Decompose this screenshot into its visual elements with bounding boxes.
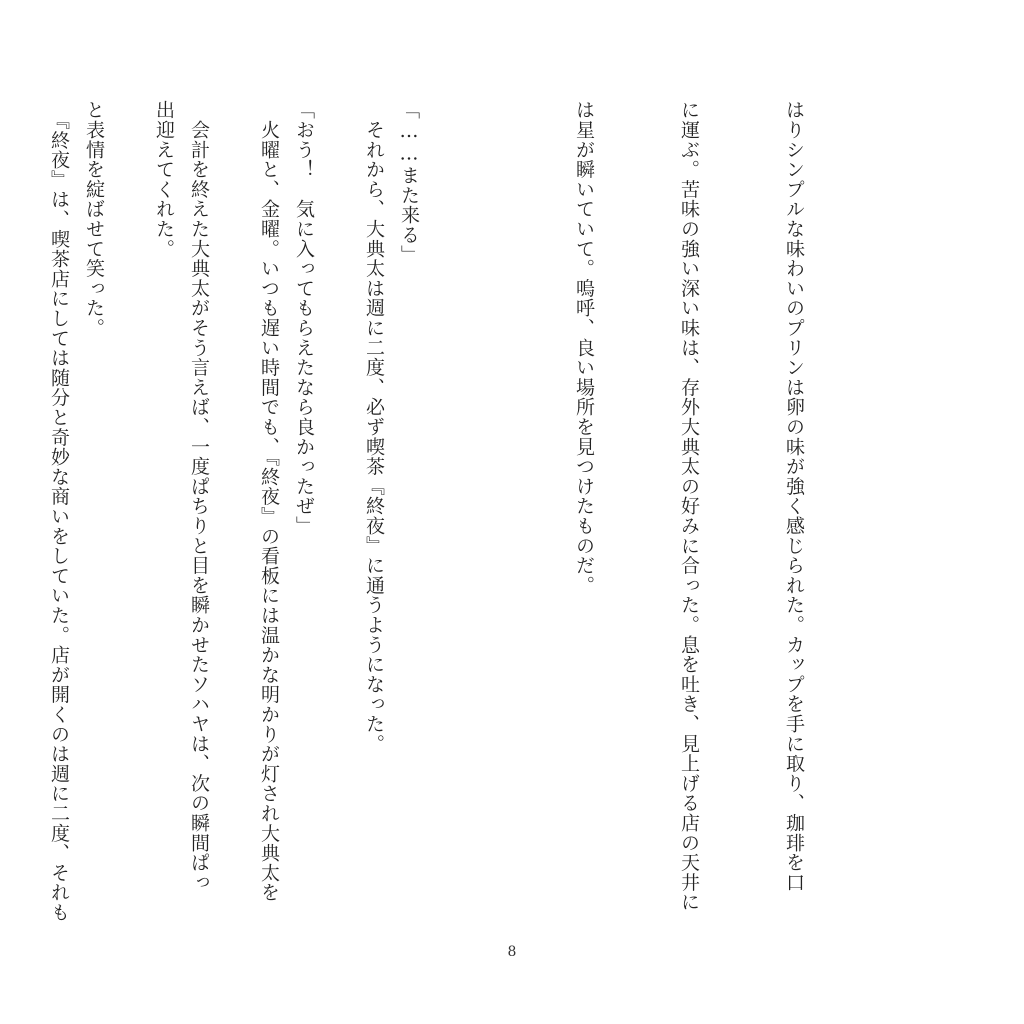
text-line: それから、大典太は週に二度、必ず喫茶『終夜』に通うようになった。 (363, 100, 385, 754)
text-line: 「おう！ 気に入ってもらえたなら良かったぜ」 (293, 100, 315, 536)
text-line: に運ぶ。苦味の強い深い味は、存外大典太の好みに合った。息を吐き、見上げる店の天井に (678, 100, 700, 912)
text-line: 会計を終えた大典太がそう言えば、一度ぱちりと目を瞬かせたソハヤは、次の瞬間ぱっ (188, 100, 210, 892)
text-line: と表情を綻ばせて笑った。 (83, 100, 105, 338)
text-line: 『終夜』は、喫茶店にしては随分と奇妙な商いをしていた。店が開くのは週に二度、それも (48, 100, 70, 923)
text-line: は星が瞬いていて。嗚呼、良い場所を見つけたものだ。 (573, 100, 595, 595)
page-number: 8 (507, 944, 517, 960)
text-line: 「……また来る」 (398, 100, 420, 265)
text-line: 出迎えてくれた。 (153, 100, 175, 259)
text-line: はりシンプルな味わいのプリンは卵の味が強く感じられた。カップを手に取り、珈琲を口 (783, 100, 805, 892)
text-line: 火曜と、金曜。いつも遅い時間でも、『終夜』の看板には温かな明かりが灯され大典太を (258, 100, 280, 903)
